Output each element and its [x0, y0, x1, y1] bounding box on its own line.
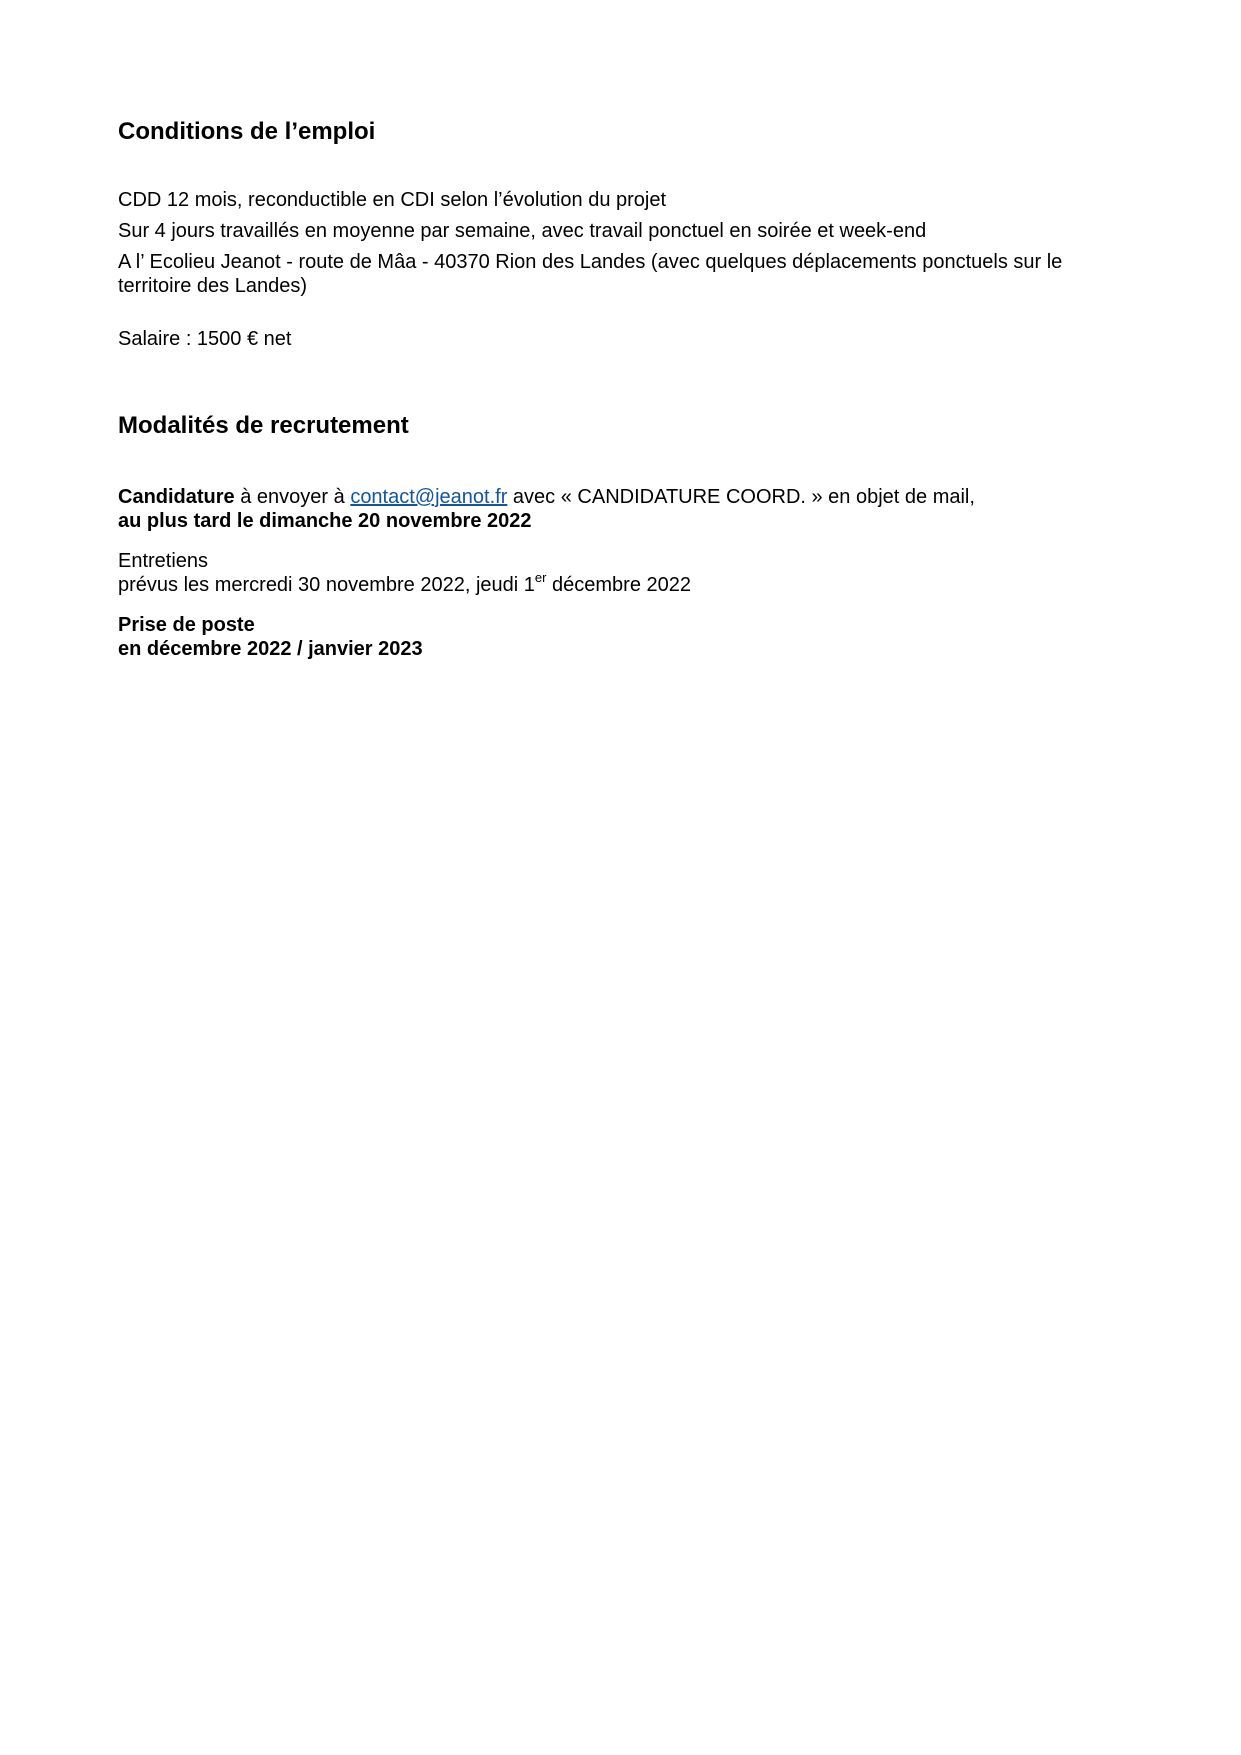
location-line: A l’ Ecolieu Jeanot - route de Mâa - 40370 Rion des Landes (avec quelques déplacements ponctuels sur le: [118, 251, 1063, 273]
conditions-heading: Conditions de l’emploi: [118, 118, 376, 145]
candidature-text: à envoyer à: [234, 486, 351, 508]
recrutement-heading: Modalités de recrutement: [118, 412, 409, 439]
entretiens-label: Entretiens: [118, 550, 209, 572]
candidature-label: Candidature: [118, 486, 235, 508]
entretiens-dates-end: décembre 2022: [546, 574, 692, 596]
entretiens-dates: [118, 570, 692, 597]
candidature-subject-text: avec « CANDIDATURE COORD. » en objet de mail,: [507, 486, 975, 508]
location-line-continued: territoire des Landes): [118, 275, 307, 297]
contract-line: CDD 12 mois, reconductible en CDI selon l’évolution du projet: [118, 189, 667, 211]
prise-de-poste-label: Prise de poste: [118, 614, 255, 636]
entretiens-dates-text: prévus les mercredi 30 novembre 2022, jeudi 1: [118, 574, 535, 596]
candidature-line: [118, 485, 975, 509]
deadline-line: au plus tard le dimanche 20 novembre 2022: [118, 510, 532, 532]
prise-de-poste-date: en décembre 2022 / janvier 2023: [118, 638, 423, 660]
ordinal-superscript: er: [534, 570, 547, 586]
contact-email-link[interactable]: contact@jeanot.fr: [350, 486, 508, 508]
schedule-line: Sur 4 jours travaillés en moyenne par semaine, avec travail ponctuel en soirée et week-end: [118, 220, 927, 242]
salary-line: Salaire : 1500 € net: [118, 328, 292, 350]
